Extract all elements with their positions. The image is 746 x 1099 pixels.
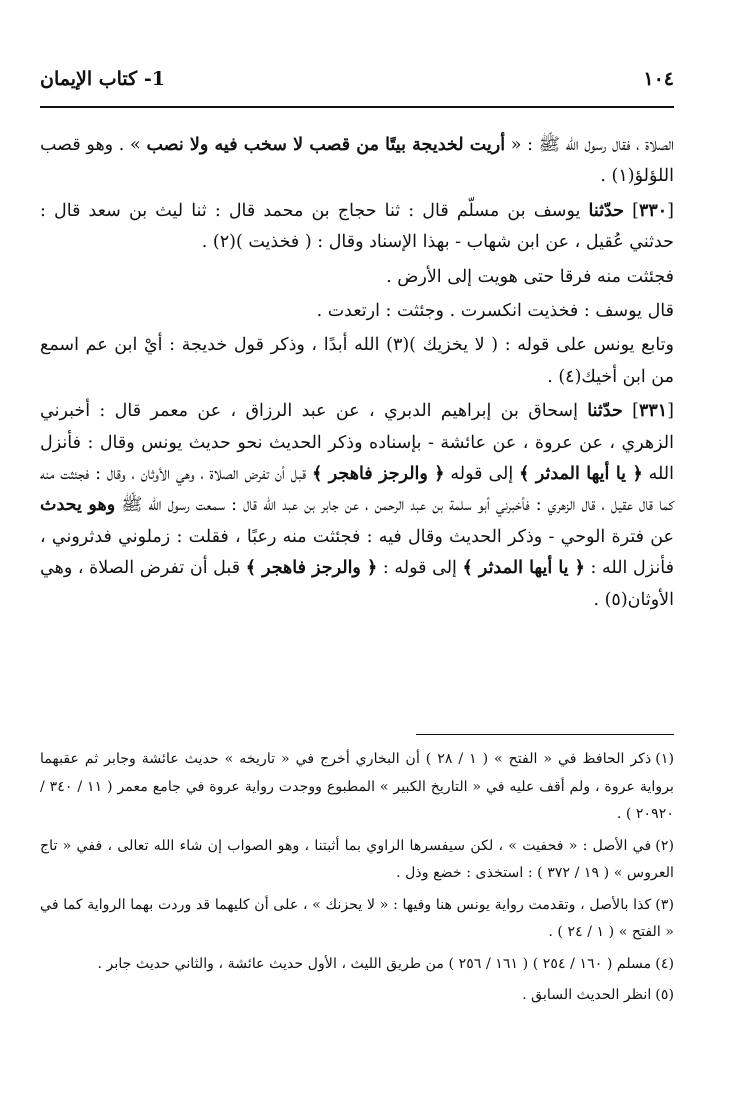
text-span: إسحاق بن إبراهيم الدبري ، عن عبد الرزاق ، عن معمر قال : أخبرني الزهري ، عن عروة ، عن عائشة - بإسناده وذكر الحديث نحو حديث يونس وقال : فأنزل الله bbox=[40, 401, 674, 485]
footnote-number: (٣) bbox=[655, 896, 674, 913]
bracket: [ bbox=[667, 401, 674, 422]
paragraph-line: فجئثت منه فرقا حتى هويت إلى الأرض . bbox=[386, 266, 674, 287]
hadith-330 bbox=[40, 196, 674, 259]
text-span: وهو يحدث bbox=[40, 495, 116, 516]
text-span: إلى قوله bbox=[444, 464, 520, 485]
text-span: قبل أن تفرض الصلاة ، وهي الأوثان ، وقال : فجئثت منه كما قال عقيل ، قال الزهري : فأخبرني أبو سلمة بن عبد الرحمن ، عن جابر بن عبد الله قال : سمعت رسول الله ﷺ bbox=[40, 464, 674, 516]
text-span: الصلاة ، فقال رسول الله ﷺ : « bbox=[505, 135, 674, 155]
isnad-keyword: حدّثنا bbox=[587, 401, 623, 422]
footnote-divider bbox=[416, 734, 674, 735]
footnote-text: مسلم ( ١٦٠ / ٢٥٤ ) ( ١٦١ / ٢٥٦ ) من طريق الليث ، الأول حديث عائشة ، والثاني حديث جابر . bbox=[97, 955, 652, 972]
footnote-2 bbox=[40, 833, 674, 888]
footnote-3 bbox=[40, 892, 674, 947]
footnote-text: في الأصل : « فحفيت » ، لكن سيفسرها الراوي بما أثبتنا ، وهو الصواب إن شاء الله تعالى ، ففي « تاج العروس » ( ١٩ / ٣٧٢ ) : استخذى : خضع وذل . bbox=[40, 837, 674, 881]
text-span: إلى قوله : bbox=[377, 558, 463, 579]
text-span: عن فترة الوحي - وذكر الحديث وقال فيه : فجئثت منه رعبًا ، فقلت : زملوني فدثروني ، فأنزل الله : bbox=[40, 526, 674, 579]
paragraph-intro bbox=[40, 130, 674, 193]
bracket: [ bbox=[667, 200, 674, 221]
footnote-number: (١) bbox=[655, 751, 674, 767]
footnote-1 bbox=[40, 746, 674, 829]
hadith-quote: أريت لخديجة بيتًا من قصب لا سخب فيه ولا نصب bbox=[146, 135, 506, 155]
paragraph-line: قال يوسف : فخذيت انكسرت . وجئثت : ارتعدت . bbox=[316, 301, 674, 322]
quran-verse: ﴿ يا أيها المدثر ﴾ bbox=[519, 464, 643, 485]
footnote-number: (٤) bbox=[655, 955, 674, 972]
bracket: ] bbox=[622, 401, 639, 422]
text-span: » . وهو قصب اللؤلؤ(١) . bbox=[40, 135, 674, 187]
text-span: قبل أن تفرض الصلاة ، وهي الأوثان(٥) . bbox=[40, 558, 674, 610]
quran-verse: ﴿ والرجز فاهجر ﴾ bbox=[312, 464, 445, 485]
footnote-number: (٢) bbox=[655, 837, 674, 854]
footnote-5 bbox=[40, 982, 674, 1010]
footnote-text: ذكر الحافظ في « الفتح » ( ١ / ٢٨ ) أن البخاري أخرج في « تاريخه » حديث عائشة وجابر ثم عقبهما برواية عروة ، ولم أقف عليه في « التاريخ الكبير » المطبوع ووجدت رواية عروة في جامع معمر ( ١١ / ٣٤٠ / ٢٠٩٢٠ ) . bbox=[40, 751, 674, 822]
chapter-title: 1- كتاب الإيمان bbox=[40, 68, 165, 90]
page-number: ١٠٤ bbox=[643, 68, 674, 90]
hadith-331 bbox=[40, 396, 674, 616]
paragraph-line: وتابع يونس على قوله : ( لا يخزيك )(٣) الله أبدًا ، وذكر قول خديجة : أيْ ابن عم اسمع من ابن أخيك(٤) . bbox=[40, 335, 674, 387]
main-text bbox=[40, 130, 674, 616]
footnotes bbox=[40, 746, 674, 1014]
quran-verse: ﴿ يا أيها المدثر ﴾ bbox=[462, 558, 585, 579]
footnote-text: كذا بالأصل ، وتقدمت رواية يونس هنا وفيها : « لا يحزنك » ، على أن كليهما قد وردت بهما الرواية كما في « الفتح » ( ١ / ٢٤ ) . bbox=[40, 896, 674, 940]
quran-verse: ﴿ والرجز فاهجر ﴾ bbox=[245, 558, 378, 579]
hadith-number: ٣٣٠ bbox=[638, 200, 668, 221]
footnote-text: انظر الحديث السابق . bbox=[522, 987, 652, 1003]
isnad-keyword: حدّثنا bbox=[588, 200, 625, 221]
header-divider bbox=[40, 106, 674, 108]
footnote-4 bbox=[40, 951, 674, 979]
hadith-number: ٣٣١ bbox=[638, 401, 668, 422]
text-span: يوسف بن مسلّم قال : ثنا حجاج بن محمد قال : ثنا ليث بن سعد قال : حدثني عُقيل ، عن ابن شهاب - بهذا الإسناد وقال : ( فخذيت )(٢) . bbox=[40, 200, 674, 253]
footnote-number: (٥) bbox=[655, 987, 674, 1003]
running-header bbox=[40, 62, 674, 102]
bracket: ] bbox=[624, 200, 639, 221]
